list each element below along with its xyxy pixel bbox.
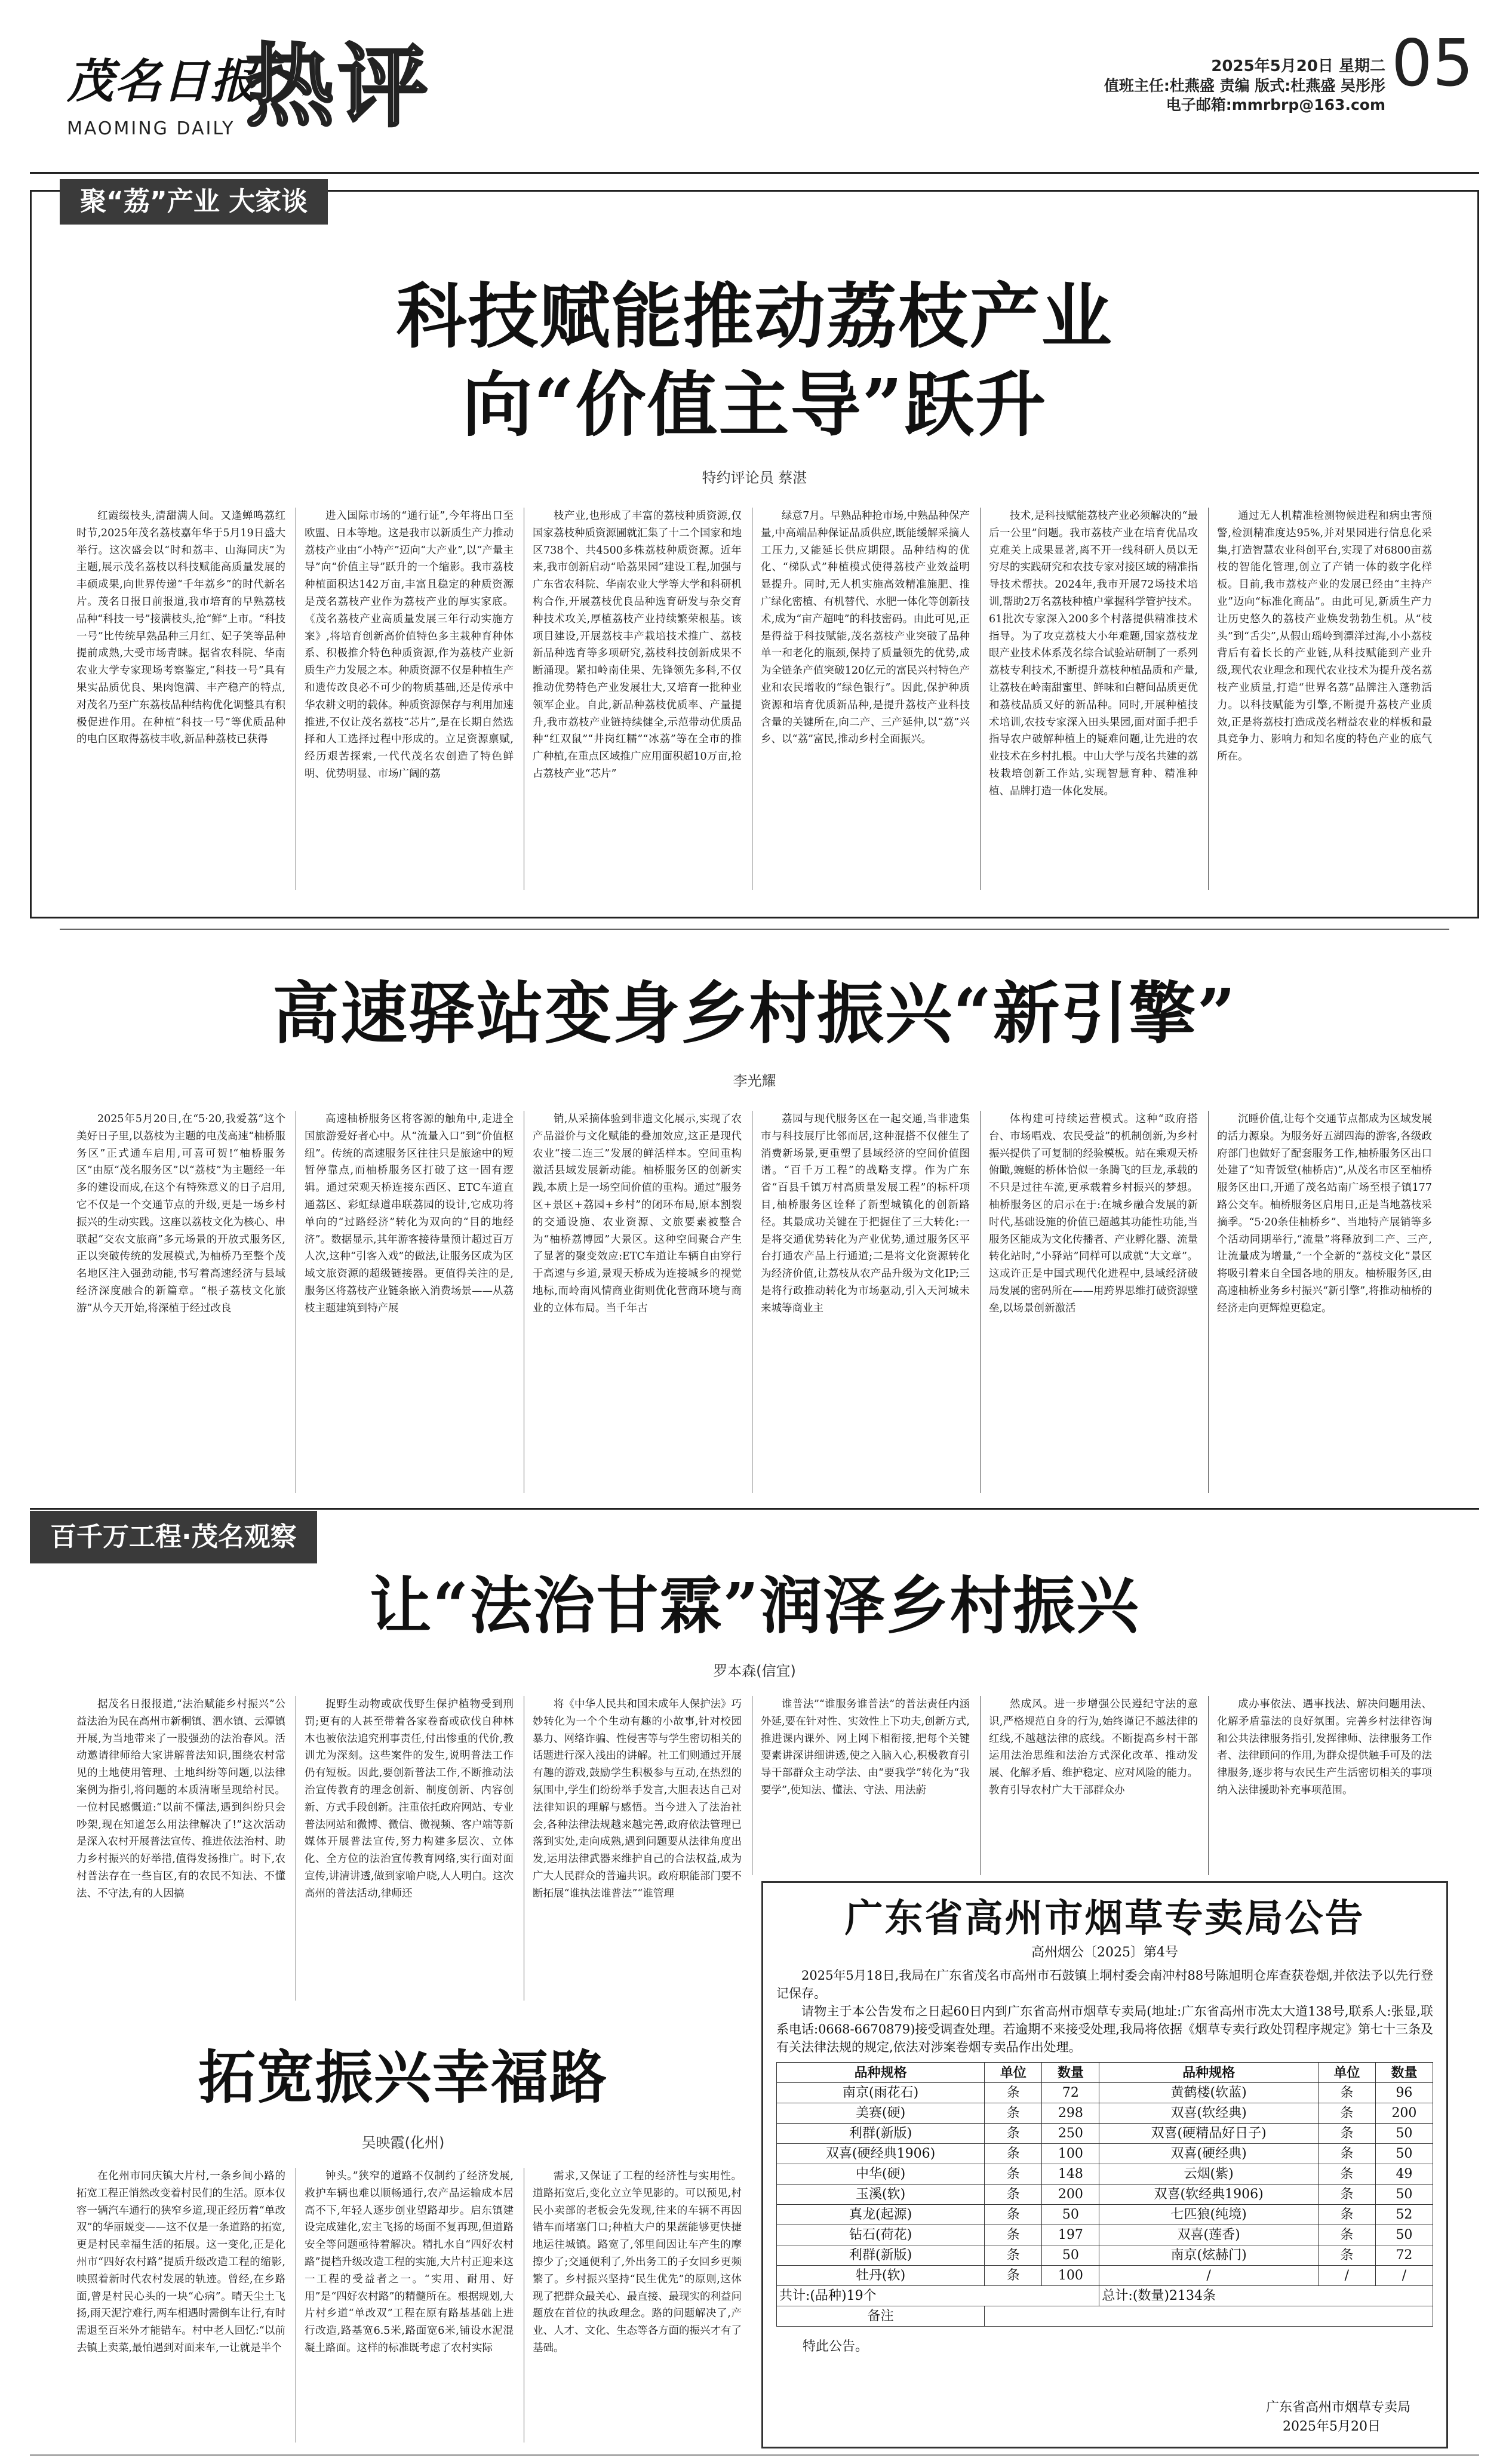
table-header: 数量 [1042, 2063, 1099, 2083]
section1-column-4: 绿意7月。早熟品种抢市场,中熟品种保产量,中高端品种保证品质供应,既能缓解采摘人工压力,又能延长供应期限。品种结构的优化、“梯队式”种植模式使得荔枝产业效益明显提升。同时,无人机实施高效精准施肥、推广绿化密植、有机替代、水肥一体化等创新技术,成为“亩产超吨”的科技密码。由此可见,正是得益于科技赋能,茂名荔枝产业突破了品种单一和老化的瓶颈,保持了质量领先的优势,成为全链条产值突破120亿元的富民兴村特色产业和农民增收的“绿色银行”。因此,保护种质资源和培育优质新品种,是提升荔枝产业科技含量的关键所在,向二产、三产延伸,以“荔”兴乡、以“荔”富民,推动乡村全面振兴。 [761, 510, 970, 746]
table-cell: 条 [1318, 2164, 1375, 2185]
table-cell: 条 [985, 2245, 1042, 2266]
section3-title: 让“法治甘霖”润泽乡村振兴 [369, 1569, 1140, 1642]
table-cell: 49 [1375, 2164, 1433, 2185]
table-cell: 钻石(荷花) [777, 2225, 985, 2245]
table-row [777, 2144, 1433, 2164]
masthead [0, 0, 1509, 179]
table-cell: 云烟(紫) [1099, 2164, 1318, 2185]
table-cell: 条 [1318, 2083, 1375, 2103]
section3-divider [980, 1696, 981, 1875]
section4-column-1: 在化州市同庆镇大片村,一条乡间小路的拓宽工程正悄然改变着村民们的生活。原本仅容一辆汽车通行的狭窄乡道,现正经历着“单改双”的华丽蜕变——这不仅是一条道路的拓宽,更是村民幸福生活的拓展。这一变化,正是化州市“四好农村路”提质升级改造工程的缩影,映照着新时代农村发展的轨迹。曾经,在乡路面,曾是村民心头的一块“心病”。晴天尘土飞扬,雨天泥泞难行,两车相遇时需倒车让行,有时需退至百米外才能错车。村中老人回忆:“以前去镇上卖菜,最怕遇到对面来车,一让就是半个 [76, 2170, 285, 2354]
section1-column-1: 红霞缀枝头,清甜满人间。又逢蝉鸣荔红时节,2025年茂名荔枝嘉年华于5月19日盛大举行。这次盛会以“时和荔丰、山海同庆”为主题,展示茂名荔枝以科技赋能高质量发展的丰硕成果,向世界传递“千年荔乡”的时代新名片。茂名日报日前报道,我市培育的早熟荔枝品种“科技一号”接满枝头,抢“鲜”上市。“科技一号”比传统早熟品种三月红、妃子笑等品种提前成熟,大受市场青睐。据省农科院、华南农业大学专家现场考察鉴定,“科技一号”具有果实品质优良、果肉饱满、丰产稳产的特点,对茂名乃至广东荔枝品种结构优化调整具有积极促进作用。在种植“科技一号”等优质品种的电白区取得荔枝丰收,新品种荔枝已获得 [76, 510, 285, 746]
table-header-row [777, 2063, 1433, 2083]
section3-top-rule [30, 1508, 1479, 1510]
table-cell: 条 [985, 2205, 1042, 2225]
table-cell: 96 [1375, 2083, 1433, 2103]
section3-column-4: 谁普法”“谁服务谁普法”的普法责任内涵外延,要在针对性、实效性上下功夫,创新方式,推进课内课外、网上网下相衔接,把每个关键要素讲深讲细讲透,使之入脑入心,积极教育引导干部群众主动学法、由“要我学”转化为“我要学”,使知法、懂法、守法、用法蔚 [761, 1698, 970, 1796]
table-row [777, 2245, 1433, 2266]
table-total-varieties: 共计:(品种)19个 [777, 2286, 1099, 2306]
table-cell: 牡丹(软) [777, 2266, 985, 2286]
table-cell: 条 [1318, 2225, 1375, 2245]
table-cell: 50 [1375, 2124, 1433, 2144]
table-remark-label: 备注 [777, 2306, 985, 2327]
newspaper-logo [67, 47, 259, 109]
table-cell: 条 [985, 2164, 1042, 2185]
section2-title: 高速驿站变身乡村振兴“新引擎” [272, 975, 1237, 1053]
section3-column-2: 捉野生动物或砍伐野生保护植物受到刑罚;更有的人甚至带着各家卷畜或砍伐自种林木也被依法追究刑事责任,付出惨重的代价,教训尤为深刻。这些案件的发生,说明普法工作仍有短板。因此,要创新普法工作,不断推动法治宣传教育的理念创新、制度创新、内容创新、方式手段创新。注重依托政府网站、专业普法网站和微博、微信、微视频、客户端等新媒体开展普法宣传,努力构建多层次、立体化、全方位的法治宣传教育网络,实行面对面宣传,讲清讲透,做到家喻户晓,人人明白。这次高州的普法活动,律师还 [305, 1698, 514, 1900]
table-cell: 条 [1318, 2103, 1375, 2124]
page-bottom-rule [30, 2454, 1479, 2456]
table-cell: / [1099, 2266, 1318, 2286]
table-cell: 双喜(硬精品好日子) [1099, 2124, 1318, 2144]
section2-column-6: 沉睡价值,让每个交通节点都成为区域发展的活力源泉。为服务好五湖四海的游客,各级政府部门也做好了配套服务工作,柚桥服务区出口处建了“知青饭堂(柚桥店)”,从茂名市区至柚桥服务区出口,开通了茂名站南广场至根子镇177路公交车。柚桥服务区启用日,正是当地荔枝采摘季。“5·20条佳柚桥乡”、当地特产展销等多个活动同期举行,“流量”将释放到二产、三产,让流量成为增量,“一个全新的“荔枝文化”景区将吸引着来自全国各地的朋友。柚桥服务区,由高速柚桥业务乡村振兴“新引擎”,将推动柚桥的经济走向更辉煌更稳定。 [1217, 1113, 1432, 1314]
table-cell: 双喜(软经典) [1099, 2103, 1318, 2124]
table-header: 数量 [1375, 2063, 1433, 2083]
table-row [777, 2164, 1433, 2185]
section-name: 热评 [245, 34, 432, 139]
table-cell: 148 [1042, 2164, 1099, 2185]
table-cell: 真龙(起源) [777, 2205, 985, 2225]
table-cell: 条 [985, 2083, 1042, 2103]
section2-byline: 李光耀 [733, 1073, 776, 1089]
section3-tag: 百千万工程·茂名观察 [30, 1511, 317, 1563]
table-cell: 条 [1318, 2124, 1375, 2144]
table-row [777, 2083, 1433, 2103]
section2-divider [980, 1111, 981, 1493]
announcement-date: 2025年5月20日 [1283, 2419, 1381, 2434]
table-cell: 七匹狼(纯境) [1099, 2205, 1318, 2225]
table-cell: 玉溪(软) [777, 2185, 985, 2205]
table-cell: 南京(炫赫门) [1099, 2245, 1318, 2266]
table-cell: 南京(雨花石) [777, 2083, 985, 2103]
announcement-box [761, 1881, 1448, 2448]
table-header: 品种规格 [777, 2063, 985, 2083]
section1-divider [980, 508, 981, 890]
table-cell: 美赛(硬) [777, 2103, 985, 2124]
section3-column-5: 然成风。进一步增强公民遵纪守法的意识,严格规范自身的行为,始终谨记不越法律的红线,不越越法律的底线。不断提高乡村干部运用法治思维和法治方式深化改革、推动发展、化解矛盾、维护稳定、应对风险的能力。教育引导农村广大干部群众办 [989, 1698, 1198, 1796]
section3-byline: 罗本森(信宜) [713, 1663, 796, 1679]
section4-title: 拓宽振兴幸福路 [198, 2044, 608, 2111]
table-cell: 条 [985, 2266, 1042, 2286]
section2-column-5: 体构建可持续运营模式。这种“政府搭台、市场唱戏、农民受益”的机制创新,为乡村振兴提供了可复制的经验模板。站在乘观天桥俯瞰,蜿蜒的桥体恰似一条腾飞的巨龙,承载的不只是过往车流,更承载着乡村振兴的梦想。柚桥服务区的启示在于:在城乡融合发展的新时代,基础设施的价值已超越其功能性功能,当服务区能成为文化传播者、产业孵化器、流量转化站时,“小驿站”同样可以成就“大文章”。这或许正是中国式现代化进程中,县域经济破局发展的密码所在——用跨界思维打破资源壁垒,以场景创新激活 [989, 1113, 1198, 1314]
section1-byline: 特约评论员 蔡湛 [702, 469, 807, 486]
section2-column-2: 高速柚桥服务区将客源的触角中,走进全国旅游爱好者心中。从“流量入口”到“价值枢纽”。传统的高速服务区往往只是旅途中的短暂停靠点,而柚桥服务区打破了这一固有逻辑。通过荣观天桥连接东西区、ETC车道直通荔区、彩虹绿道串联荔园的设计,它成功将单向的“过路经济”转化为双向的“目的地经济”。数据显示,其年游客接待量预计超过百万人次,这种“引客入戏”的做法,让服务区成为区域文旅资源的超级链接器。更值得关注的是,服务区将荔枝产业链条嵌入消费场景——从荔枝主题建筑到特产展 [305, 1113, 514, 1314]
section2-column-3: 销,从采摘体验到非遗文化展示,实现了农产品溢价与文化赋能的叠加效应,这正是现代农业“接二连三”发展的鲜活样本。空间重构激活县域发展新动能。柚桥服务区的创新实践,本质上是一场空间价值的重构。通过“服务区+景区+荔园+乡村”的闭环布局,原本割裂的交通设施、农业资源、文旅要素被整合为“柚桥荔博园”大景区。这种空间聚合产生了显著的聚变效应:ETC车道让车辆自由穿行于高速与乡道,景观天桥成为连接城乡的视觉地标,而岭南风情商业街则优化营商环境与商业的立体布局。当千年古 [533, 1113, 742, 1314]
section4-byline: 吴映霞(化州) [361, 2134, 445, 2151]
section1-column-6: 通过无人机精准检测物候进程和病虫害预警,检测精准度达95%,并对果园进行信息化采集,打造智慧农业科创平台,实现了对6800亩荔枝的智能化管理,创立了产销一体的数字化样板。目前,我市荔枝产业的发展已经由“主持产业”迈向“标准化商品”。由此可见,新质生产力让历史悠久的荔枝产业焕发勃勃生机。从“枝头”到“舌尖”,从假山瑶岭到漂洋过海,小小荔枝背后有着长长的产业链,从科技赋能到产业升级,现代农业理念和现代农业技术为提升茂名荔枝产业质量,打造“世界名荔”品牌注入蓬勃活力。以科技赋能为引擎,不断提升荔枝产业质效,正是将荔枝打造成茂名精益农业的样板和最具竞争力、影响力和知名度的特色产业的底气所在。 [1217, 510, 1432, 763]
table-body [777, 2083, 1433, 2286]
table-remark-row [777, 2306, 1433, 2327]
section3-column-3: 将《中华人民共和国未成年人保护法》巧妙转化为一个个生动有趣的小故事,针对校园暴力、网络诈骗、性侵害等与学生密切相关的话题进行深入浅出的讲解。社工们则通过开展有趣的游戏,鼓励学生积极参与互动,在热烈的氛围中,学生们纷纷举手发言,大胆表达自己对法律知识的理解与感悟。当今进入了法治社会,各种法律法规越来越完善,政府依法管理已落到实处,走向成熟,遇到问题要从法律角度出发,运用法律武器来维护自己的合法权益,成为广大人民群众的普遍共识。政府职能部门要不断拓展“谁执法谁普法”“谁管理 [533, 1698, 742, 1900]
announcement-number: 高州烟公〔2025〕第4号 [1031, 1945, 1178, 1960]
table-cell: 条 [1318, 2205, 1375, 2225]
page-number: 05 [1391, 26, 1474, 101]
section4-column-2: 钟头。”狭窄的道路不仅制约了经济发展,救护车辆也难以顺畅通行,农产品运输成本居高不下,年轻人逐步创业望路却步。启东镇建设完成建化,宏主飞扬的场面不复再现,但道路安全等问题亟待着解决。精扎水自“四好农村路”提档升级改造工程的实施,大片村正迎来这一工程的受益者之一。“实用、耐用、好用”是“四好农村路”的精髓所在。根据规划,大片村乡道“单改双”工程在原有路基基础上进行改造,路基宽6.5米,路面宽6米,铺设水泥混凝土路面。这样的标准既考虑了农村实际 [305, 2170, 514, 2354]
section4-column-3: 需求,又保证了工程的经济性与实用性。道路拓宽后,变化立立竿见影的。可以预见,村民小卖部的老板会先发现,往来的车辆不再因错车而堵塞门口;种植大户的果蔬能够更快捷地运往城镇。路宽了,邻里间因让车产生的摩擦少了;交通便利了,外出务工的子女回乡更频繁了。乡村振兴坚持“民生优先”的原则,这体现了把群众最关心、最直接、最现实的利益问题放在首位的执政理念。路的问题解决了,产业、人才、文化、生态等各方面的振兴才有了基础。 [533, 2170, 742, 2354]
table-cell: 条 [985, 2185, 1042, 2205]
table-cell: 200 [1042, 2185, 1099, 2205]
table-row [777, 2205, 1433, 2225]
announcement-title: 广东省高州市烟草专卖局公告 [844, 1896, 1365, 1941]
section1-divider [1208, 508, 1209, 890]
table-cell: 双喜(软经典1906) [1099, 2185, 1318, 2205]
announcement-paragraph-1: 2025年5月18日,我局在广东省茂名市高州市石鼓镇上垌村委会南冲村88号陈旭明仓库查获卷烟,并依法予以先行登记保存。 [776, 1968, 1433, 2001]
table-header: 品种规格 [1099, 2063, 1318, 2083]
table-row [777, 2103, 1433, 2124]
section1-column-3: 枝产业,也形成了丰富的荔枝种质资源,仅国家荔枝种质资源圃就汇集了十二个国家和地区738个、共4500多株荔枝种质资源。近年来,我市创新启动“哈荔果园”建设工程,加强与广东省农科院、华南农业大学等大学和科研机构合作,开展荔枝优良品种选育研发与杂交育种技术攻关,厚植荔枝产业持续繁荣根基。该项目建设,开展荔枝丰产栽培技术推广、荔枝新品种选育等多项研究,荔枝科技创新成果不断涌现。紧扣岭南佳果、先锋领先多科,不仅推动优势特色产业发展壮大,又培育一批种业领军企业。自此,新品种荔枝优质率、产量提升,我市荔枝产业链持续健全,示范带动优质品种“红双鼠”“井岗红糯”“冰荔”等在全市的推广种植,在重点区域推广应用面积超10万亩,抢占荔枝产业“芯片” [533, 510, 742, 780]
table-cell: 50 [1042, 2245, 1099, 2266]
seized-goods-table [776, 2062, 1433, 2327]
section1-column-2: 进入国际市场的“通行证”,今年将出口至欧盟、日本等地。这是我市以新质生产力推动荔枝产业由“小特产”迈向“大产业”,以“产量主导”向“价值主导”跃升的一个缩影。我市荔枝种植面积达142万亩,丰富且稳定的种质资源是茂名荔枝产业作为荔枝产业的厚实家底。《茂名荔枝产业高质量发展三年行动实施方案》,将培育创新高价值特色多主栽种育种体系、积极推介特色种质资源,作为荔枝产业新质生产力发展之本。种质资源不仅是种植生产和遗传改良必不可少的物质基础,还是传承中华农耕文明的载体。种质资源保存与利用加速推进,不仅让茂名荔枝“芯片”,是在长期自然选择和人工选择过程中形成的。立足资源禀赋,经历艰苦探索,一代代茂名农创造了特色鲜明、优势明显、市场广阔的荔 [305, 510, 514, 780]
table-cell: 条 [985, 2225, 1042, 2245]
table-cell: 条 [1318, 2144, 1375, 2164]
section2-column-1: 2025年5月20日,在“5·20,我爱荔”这个美好日子里,以荔枝为主题的电茂高速“柚桥服务区”正式通车启用,可喜可贺!“柚桥服务区”由原“茂名服务区”以“荔枝”为主题经一年多的建设而成,在这个有特殊意义的日子启用,它不仅是一个交通节点的升级,更是一场乡村振兴的生动实践。这座以荔枝文化为核心、串联起“交农文旅商”多元场景的开放式服务区,正以突破传统的发展模式,为柚桥乃至整个茂名地区注入强劲动能,书写着高速经济与县域经济深度融合的新篇章。“根子荔枝文化旅游”从今天开始,将深植于经过改良 [76, 1113, 285, 1314]
section1-title-line2: 向“价值主导”跃升 [462, 363, 1047, 446]
masthead-rule [30, 172, 1479, 174]
table-cell: 黄鹤楼(软蓝) [1099, 2083, 1318, 2103]
table-cell: 298 [1042, 2103, 1099, 2124]
announcement-closing: 特此公告。 [803, 2339, 869, 2354]
table-cell: 双喜(硬经典) [1099, 2144, 1318, 2164]
announcement-signature: 广东省高州市烟草专卖局 [1265, 2400, 1410, 2415]
table-cell: 50 [1375, 2225, 1433, 2245]
table-cell: 利群(新版) [777, 2245, 985, 2266]
table-row [777, 2124, 1433, 2144]
section2-top-rule [60, 929, 1449, 930]
table-remark-value [985, 2306, 1433, 2327]
table-cell: 250 [1042, 2124, 1099, 2144]
table-header: 单位 [985, 2063, 1042, 2083]
table-cell: / [1318, 2266, 1375, 2286]
editor-line: 值班主任:杜燕盛 责编 版式:杜燕盛 吴彤彤 [1104, 77, 1385, 94]
table-cell: 条 [1318, 2185, 1375, 2205]
table-cell: 50 [1375, 2144, 1433, 2164]
issue-date: 2025年5月20日 星期二 [1211, 57, 1385, 75]
table-header: 单位 [1318, 2063, 1375, 2083]
table-total-row [777, 2286, 1433, 2306]
email-line: 电子邮箱:mmrbrp@163.com [1166, 96, 1385, 113]
table-row [777, 2185, 1433, 2205]
table-cell: 50 [1375, 2185, 1433, 2205]
table-cell: 52 [1375, 2205, 1433, 2225]
section3-divider [1208, 1696, 1209, 1875]
table-cell: 条 [985, 2103, 1042, 2124]
section2-column-4: 荔园与现代服务区在一起交通,当非遗集市与科技展厅比邻而居,这种混搭不仅催生了消费新场景,更重塑了县域经济的空间价值图谱。“百千万工程”的战略支撑。作为广东省“百县千镇万村高质量发展工程”的标杆项目,柚桥服务区诠释了新型城镇化的创新路径。其最成功关键在于把握住了三大转化:一是将交通优势转化为产业优势,通过服务区平台打通农产品上行通道;二是将文化资源转化为经济价值,让荔枝从农产品升级为文化IP;三是将行政推动转化为市场驱动,引入天河城未来城等商业主 [761, 1113, 970, 1314]
table-cell: 条 [985, 2144, 1042, 2164]
table-cell: 50 [1042, 2205, 1099, 2225]
announcement-paragraph-2: 请物主于本公告发布之日起60日内到广东省高州市烟草专卖局(地址:广东省高州市冼太大道138号,联系人:张显,联系电话:0668-6670879)接受调查处理。若逾期不来接受处理,我局将依据《烟草专卖行政处罚程序规定》第七十三条及有关法律法规的规定,依法对涉案卷烟专卖品作出处理。 [776, 2004, 1434, 2054]
table-cell: 条 [1318, 2245, 1375, 2266]
table-row [777, 2266, 1433, 2286]
table-cell: / [1375, 2266, 1433, 2286]
table-total-quantity: 总计:(数量)2134条 [1099, 2286, 1433, 2306]
table-cell: 200 [1375, 2103, 1433, 2124]
table-cell: 72 [1042, 2083, 1099, 2103]
logo-pinyin: MAOMING DAILY [67, 118, 235, 139]
table-cell: 双喜(硬经典1906) [777, 2144, 985, 2164]
table-cell: 100 [1042, 2266, 1099, 2286]
table-cell: 100 [1042, 2144, 1099, 2164]
logo-text: 茂名日报 [67, 54, 259, 109]
table-row [777, 2225, 1433, 2245]
section3-column-6: 成办事依法、遇事找法、解决问题用法、化解矛盾靠法的良好氛围。完善乡村法律咨询和公共法律服务指引,发挥律师、法律服务工作者、法律顾问的作用,为群众提供触手可及的法律服务,逐步将与农民生产生活密切相关的事项纳入法律援助补充事项范围。 [1217, 1698, 1432, 1796]
table-cell: 中华(硬) [777, 2164, 985, 2185]
table-cell: 条 [985, 2124, 1042, 2144]
table-cell: 双喜(莲香) [1099, 2225, 1318, 2245]
table-cell: 72 [1375, 2245, 1433, 2266]
section1-tag: 聚“荔”产业 大家谈 [60, 179, 328, 225]
section1-title-line1: 科技赋能推动荔枝产业 [396, 275, 1113, 358]
section1-column-5: 技术,是科技赋能荔枝产业必须解决的“最后一公里”问题。我市荔枝产业在培育优品攻克难关上成果显著,离不开一线科研人员以无穷尽的实践研究和农技专家对接区域的精准指导技术帮扶。2024年,我市开展72场技术培训,帮助2万名荔枝种植户掌握科学管护技术。61批次专家深入200多个村落提供精准技术指导。为了攻克荔枝大小年难题,国家荔枝龙眼产业技术体系茂名综合试验站研制了一系列荔枝专利技术,不断提升荔枝种植品质和产量,让荔枝在岭南甜蜜里、鲜味和白糖间品质更优和荔枝品质又好的新品种。同时,开展种植技术培训,农技专家深入田头果园,面对面手把手指导农户破解种植上的疑难问题,让先进的农业技术在乡村扎根。中山大学与茂名共建的荔枝栽培创新工作站,实现智慧育种、精准种植、品牌打造一体化发展。 [989, 510, 1198, 797]
table-cell: 197 [1042, 2225, 1099, 2245]
section2-divider [1208, 1111, 1209, 1493]
table-cell: 利群(新版) [777, 2124, 985, 2144]
section3-column-1: 据茂名日报报道,“法治赋能乡村振兴”公益法治为民在高州市新桐镇、泗水镇、云潭镇开展,为当地带来了一股强劲的法治春风。活动邀请律师给大家讲解普法知识,围绕农村常见的土地使用管理、土地纠纷等问题,以法律案例为指引,将问题的本质清晰呈现给村民。一位村民感慨道:“以前不懂法,遇到纠纷只会吵架,现在知道怎么用法律解决了!”这次活动是深入农村开展普法宣传、推进依法治村、助力乡村振兴的好举措,值得发扬推广。时下,农村普法存在一些盲区,有的农民不知法、不懂法、不守法,有的人因搞 [76, 1698, 285, 1900]
